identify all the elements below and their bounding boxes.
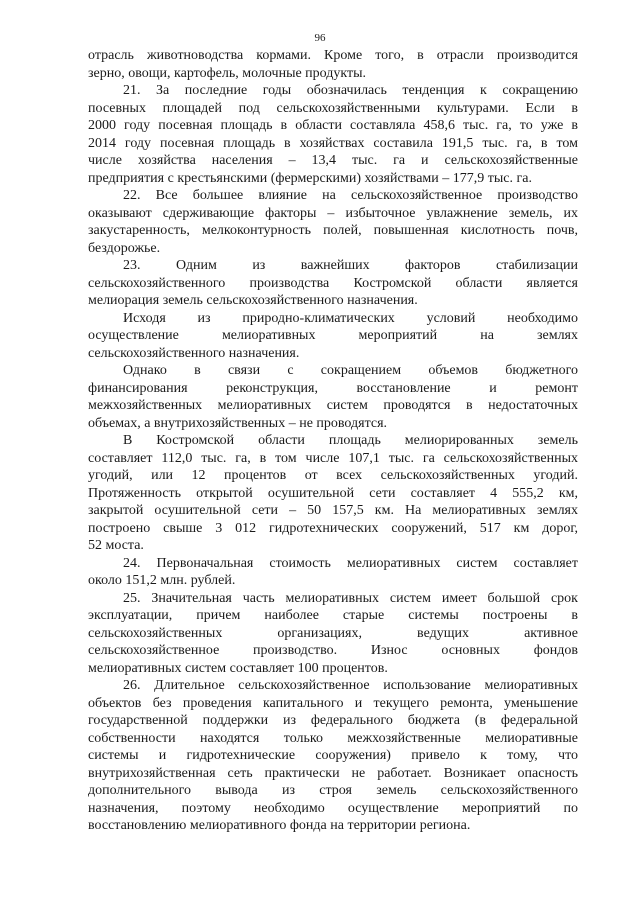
text-line: около 151,2 млн. рублей. bbox=[88, 573, 236, 588]
text-line: сельскохозяйственного назначения. bbox=[88, 345, 300, 361]
text-line: эксплуатации, причем наиболее старые системы построены в bbox=[88, 608, 578, 623]
paragraph-p-26 bbox=[88, 677, 578, 835]
text-line: В Костромской области площадь мелиорированных земель bbox=[123, 433, 578, 448]
text-line: мелиоративных систем составляет 100 процентов. bbox=[88, 660, 388, 676]
text-line: 2000 году посевная площадь в области составляла 458,6 тыс. га, то уже в bbox=[88, 118, 578, 133]
text-line: бездорожье. bbox=[88, 240, 161, 256]
text-line: угодий, или 12 процентов от всех сельскохозяйственных угодий. bbox=[88, 468, 578, 483]
paragraph-p-23 bbox=[88, 257, 578, 310]
text-line: отрасль животноводства кормами. Кроме того, в отрасли производится bbox=[88, 48, 578, 63]
text-line: сельскохозяйственных организациях, ведущих активное bbox=[88, 625, 578, 641]
paragraph-p-kostroma bbox=[88, 432, 578, 555]
text-line: сельскохозяйственного производства Костромской области является bbox=[88, 275, 578, 291]
text-line: оказывают сдерживающие факторы – избыточное увлажнение земель, их bbox=[88, 205, 578, 221]
text-line: восстановлению мелиоративного фонда на территории региона. bbox=[88, 818, 471, 833]
text-line: 22. Все большее влияние на сельскохозяйственное производство bbox=[123, 188, 578, 203]
text-line: Однако в связи с сокращением объемов бюджетного bbox=[123, 363, 578, 378]
text-line: мелиорация земель сельскохозяйственного назначения. bbox=[88, 293, 418, 308]
paragraph-p-24 bbox=[88, 555, 578, 590]
text-line: внутрихозяйственная сеть практически не работает. Возникает опасность bbox=[88, 765, 578, 781]
text-line: системы и гидротехнические сооружения) привело к тому, что bbox=[88, 748, 578, 763]
text-line: закрытой осушительной сети – 50 157,5 км. На мелиоративных землях bbox=[88, 503, 578, 518]
paragraph-p-25 bbox=[88, 590, 578, 678]
paragraph-p-22 bbox=[88, 187, 578, 257]
text-line: посевных площадей под сельскохозяйственными культурами. Если в bbox=[88, 100, 578, 116]
text-line: назначения, поэтому необходимо осуществление мероприятий по bbox=[88, 800, 578, 816]
text-line: дополнительного вывода из строя земель сельскохозяйственного bbox=[88, 783, 578, 798]
text-line: собственности находятся только межхозяйственные мелиоративные bbox=[88, 730, 578, 746]
document-body bbox=[88, 47, 578, 835]
text-line: межхозяйственных мелиоративных систем проводятся в недостаточных bbox=[88, 398, 578, 413]
text-line: составляет 112,0 тыс. га, в том числе 107,1 тыс. га сельскохозяйственных bbox=[88, 450, 578, 466]
text-line: осуществление мелиоративных мероприятий на землях bbox=[88, 328, 578, 343]
text-line: 23. Одним из важнейших факторов стабилизации bbox=[123, 258, 578, 273]
text-line: числе хозяйства населения – 13,4 тыс. га и сельскохозяйственные bbox=[88, 153, 578, 168]
text-line: Исходя из природно-климатических условий необходимо bbox=[123, 310, 578, 326]
paragraph-p-conditions bbox=[88, 310, 578, 363]
text-line: финансирования реконструкция, восстановление и ремонт bbox=[88, 380, 578, 396]
text-line: зерно, овощи, картофель, молочные продукты. bbox=[88, 65, 367, 81]
text-line: 52 моста. bbox=[88, 538, 144, 553]
text-line: объектов без проведения капитального и текущего ремонта, уменьшение bbox=[88, 695, 578, 711]
text-line: предприятия с крестьянскими (фермерскими) хозяйствами – 177,9 тыс. га. bbox=[88, 170, 532, 186]
text-line: государственной поддержки из федерального бюджета (в федеральной bbox=[88, 713, 578, 728]
page-number: 96 bbox=[314, 32, 326, 44]
text-line: 26. Длительное сельскохозяйственное использование мелиоративных bbox=[123, 678, 578, 693]
text-line: закустаренность, мелкоконтурность полей, повышенная кислотность почв, bbox=[88, 223, 578, 238]
text-line: 2014 году посевная площадь в хозяйствах составила 191,5 тыс. га, в том bbox=[88, 135, 578, 151]
text-line: объемах, а внутрихозяйственных – не проводятся. bbox=[88, 415, 388, 431]
text-line: Протяженность открытой осушительной сети составляет 4 555,2 км, bbox=[88, 485, 578, 501]
text-line: сельскохозяйственное производство. Износ основных фондов bbox=[88, 643, 578, 658]
text-line: построено свыше 3 012 гидротехнических сооружений, 517 км дорог, bbox=[88, 520, 578, 536]
paragraph-p-funding bbox=[88, 362, 578, 432]
paragraph-p-intro bbox=[88, 47, 578, 82]
text-line: 24. Первоначальная стоимость мелиоративных систем составляет bbox=[123, 555, 578, 571]
text-line: 25. Значительная часть мелиоративных систем имеет большой срок bbox=[123, 590, 578, 606]
paragraph-p-21 bbox=[88, 82, 578, 187]
text-line: 21. За последние годы обозначилась тенденция к сокращению bbox=[123, 83, 578, 98]
